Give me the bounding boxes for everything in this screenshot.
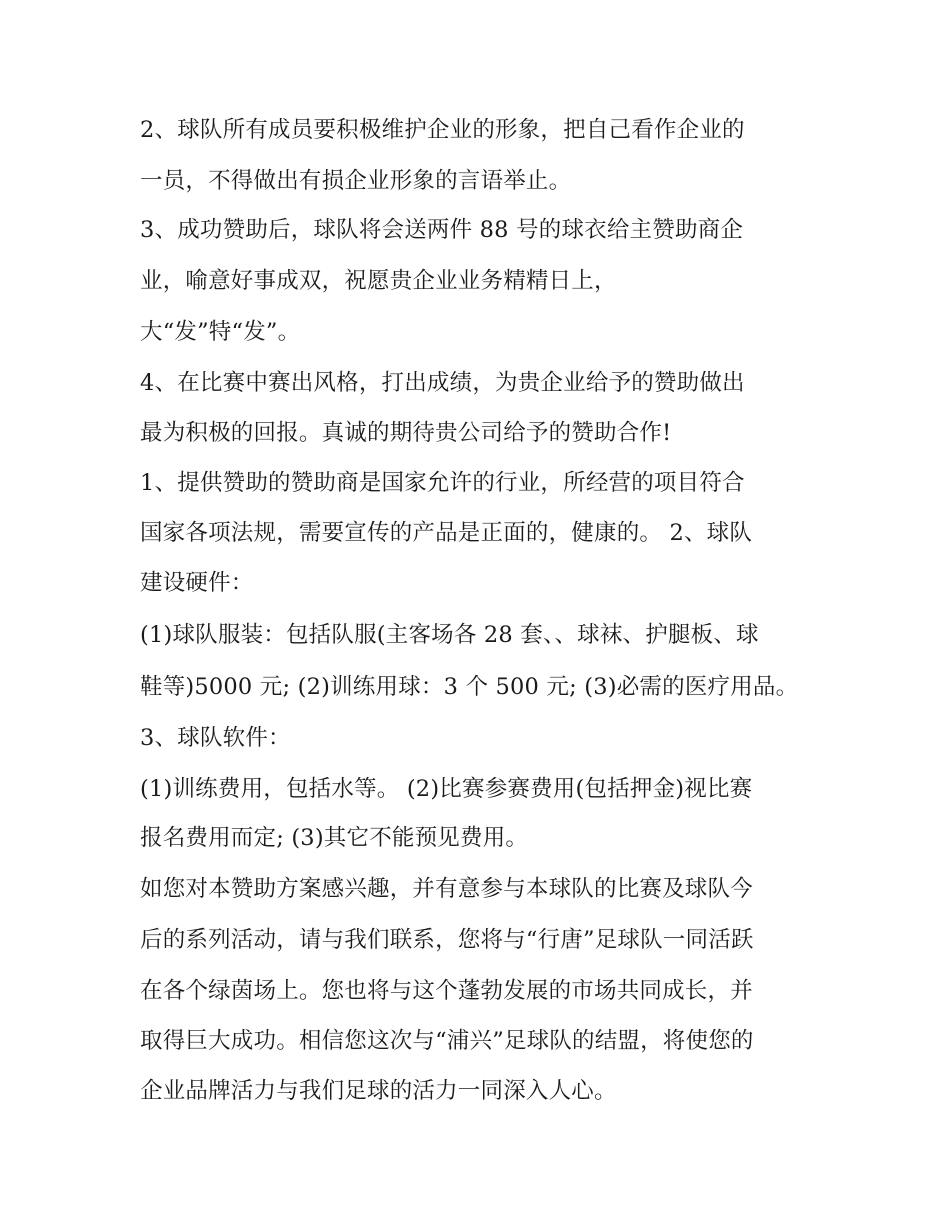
text-line: 2、球队所有成员要积极维护企业的形象，把自己看作企业的 bbox=[140, 117, 745, 143]
text-line: 鞋等)5000 元; (2)训练用球：3 个 500 元; (3)必需的医疗用品。 bbox=[140, 674, 799, 700]
text-line: 3、球队软件： bbox=[140, 725, 291, 751]
text-line: 国家各项法规，需要宣传的产品是正面的，健康的。 2、球队 bbox=[140, 520, 753, 546]
text-line: 后的系列活动，请与我们联系，您将与“行唐”足球队一同活跃 bbox=[140, 927, 754, 953]
text-line: 一员，不得做出有损企业形象的言语举止。 bbox=[140, 168, 572, 194]
text-line: 如您对本赞助方案感兴趣，并有意参与本球队的比赛及球队今 bbox=[140, 876, 753, 902]
text-line: 大“发”特“发”。 bbox=[140, 319, 301, 345]
text-line: 建设硬件： bbox=[140, 570, 254, 596]
text-line: 最为积极的回报。真诚的期待贵公司给予的赞助合作! bbox=[140, 420, 672, 446]
text-line: 1、提供赞助的赞助商是国家允许的行业，所经营的项目符合 bbox=[140, 470, 745, 496]
text-line: 3、成功赞助后，球队将会送两件 88 号的球衣给主赞助商企 bbox=[140, 217, 744, 243]
text-line: 业，喻意好事成双，祝愿贵企业业务精精日上， bbox=[140, 268, 617, 294]
text-line: 企业品牌活力与我们足球的活力一同深入人心。 bbox=[140, 1078, 617, 1104]
text-line: 取得巨大成功。相信您这次与“浦兴”足球队的结盟，将使您的 bbox=[140, 1028, 754, 1054]
text-line: (1)球队服装：包括队服(主客场各 28 套、、球袜、护腿板、球 bbox=[140, 622, 759, 648]
text-line: (1)训练费用，包括水等。 (2)比赛参赛费用(包括押金)视比赛 bbox=[140, 776, 753, 802]
text-line: 在各个绿茵场上。您也将与这个蓬勃发展的市场共同成长，并 bbox=[140, 978, 753, 1004]
text-line: 4、在比赛中赛出风格，打出成绩，为贵企业给予的赞助做出 bbox=[140, 370, 745, 396]
text-line: 报名费用而定; (3)其它不能预见费用。 bbox=[140, 825, 529, 851]
